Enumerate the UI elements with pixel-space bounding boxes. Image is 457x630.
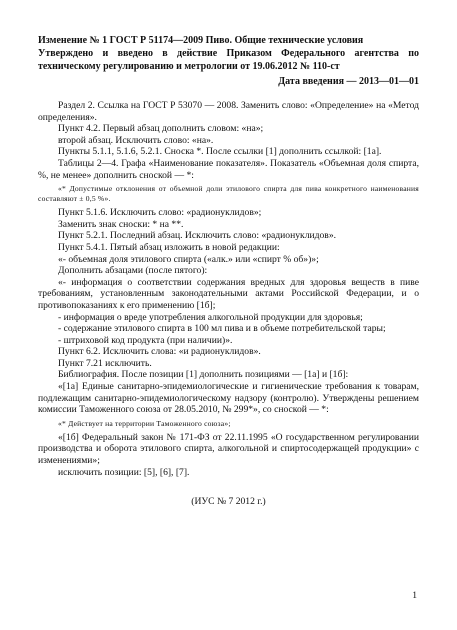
paragraph: Пункт 5.2.1. Последний абзац. Исключить слово: «радионуклидов». bbox=[58, 230, 337, 242]
paragraph: Заменить знак сноски: * на **. bbox=[58, 218, 184, 230]
paragraph: - содержание этилового спирта в 100 мл пива и в объеме потребительской тары; bbox=[58, 323, 386, 335]
document-page bbox=[38, 34, 419, 508]
paragraph: «[1б] Федеральный закон № 171-ФЗ от 22.11.1995 «О государственном регулировании производства и оборота этилового спирта, алкогольной и спиртосодержащей продукции» с изменениями»; bbox=[38, 431, 419, 467]
paragraph: Раздел 2. Ссылка на ГОСТ Р 53070 — 2008. Заменить слово: «Определение» на «Метод определения». bbox=[38, 100, 419, 123]
paragraph: Пункт 6.2. Исключить слова: «и радионуклидов». bbox=[58, 346, 261, 358]
paragraph: Пункты 5.1.1, 5.1.6, 5.2.1. Сноска *. После ссылки [1] дополнить ссылкой: [1а]. bbox=[58, 146, 382, 158]
paragraph: второй абзац. Исключить слово: «на». bbox=[58, 134, 214, 146]
document-body bbox=[38, 100, 419, 508]
amendment-title: Изменение № 1 ГОСТ Р 51174—2009 Пиво. Общие технические условия bbox=[38, 35, 364, 46]
paragraph: «[1а] Единые санитарно-эпидемиологические и гигиенические требования к товарам, подлежащим санитарно-эпидемиологическому надзору (контролю). Утверждены решением комиссии Таможенного союза от 28.05.2010, № 299*», со сноской — *: bbox=[38, 381, 419, 416]
paragraph: «- объемная доля этилового спирта («алк.» или «спирт % об»)»; bbox=[58, 253, 319, 265]
approval-statement: Утверждено и введено в действие Приказом Федерального агентства по техническому регулированию и метрологии от 19.06.2012 № 110-ст bbox=[38, 48, 419, 72]
paragraph: Таблицы 2—4. Графа «Наименование показателя». Показатель «Объемная доля спирта, %, не менее» дополнить сноской — *: bbox=[38, 157, 419, 181]
paragraph: - штриховой код продукта (при наличии)». bbox=[58, 334, 233, 346]
paragraph: «- информация о соответствии содержания вредных для здоровья веществ в пиве требованиям, установленным законодательными актами Российской Федерации, и о противопоказаниях к его применению [1б]; bbox=[38, 276, 419, 311]
paragraph: Пункт 5.1.6. Исключить слово: «радионуклидов»; bbox=[58, 207, 262, 219]
page-number: 1 bbox=[412, 590, 417, 601]
paragraph: Пункт 5.4.1. Пятый абзац изложить в новой редакции: bbox=[58, 241, 280, 253]
source-signature: (ИУС № 7 2012 г.) bbox=[191, 496, 266, 508]
paragraph: исключить позиции: [5], [6], [7]. bbox=[58, 466, 190, 478]
paragraph: - информация о вреде употребления алкогольной продукции для здоровья; bbox=[58, 311, 363, 323]
paragraph: Пункт 4.2. Первый абзац дополнить словом: «на»; bbox=[58, 123, 264, 135]
paragraph: Библиография. После позиции [1] дополнить позициями — [1а] и [1б]: bbox=[58, 369, 349, 381]
paragraph: Дополнить абзацами (после пятого): bbox=[58, 265, 208, 277]
footnote: «* Действует на территории Таможенного союза»; bbox=[58, 418, 231, 428]
effective-date: Дата введения — 2013—01—01 bbox=[278, 76, 419, 87]
footnote: «* Допустимые отклонения от объемной доли этилового спирта для пива конкретного наименования составляют ± 0,5 %». bbox=[38, 184, 419, 204]
paragraph: Пункт 7.21 исключить. bbox=[58, 357, 152, 369]
